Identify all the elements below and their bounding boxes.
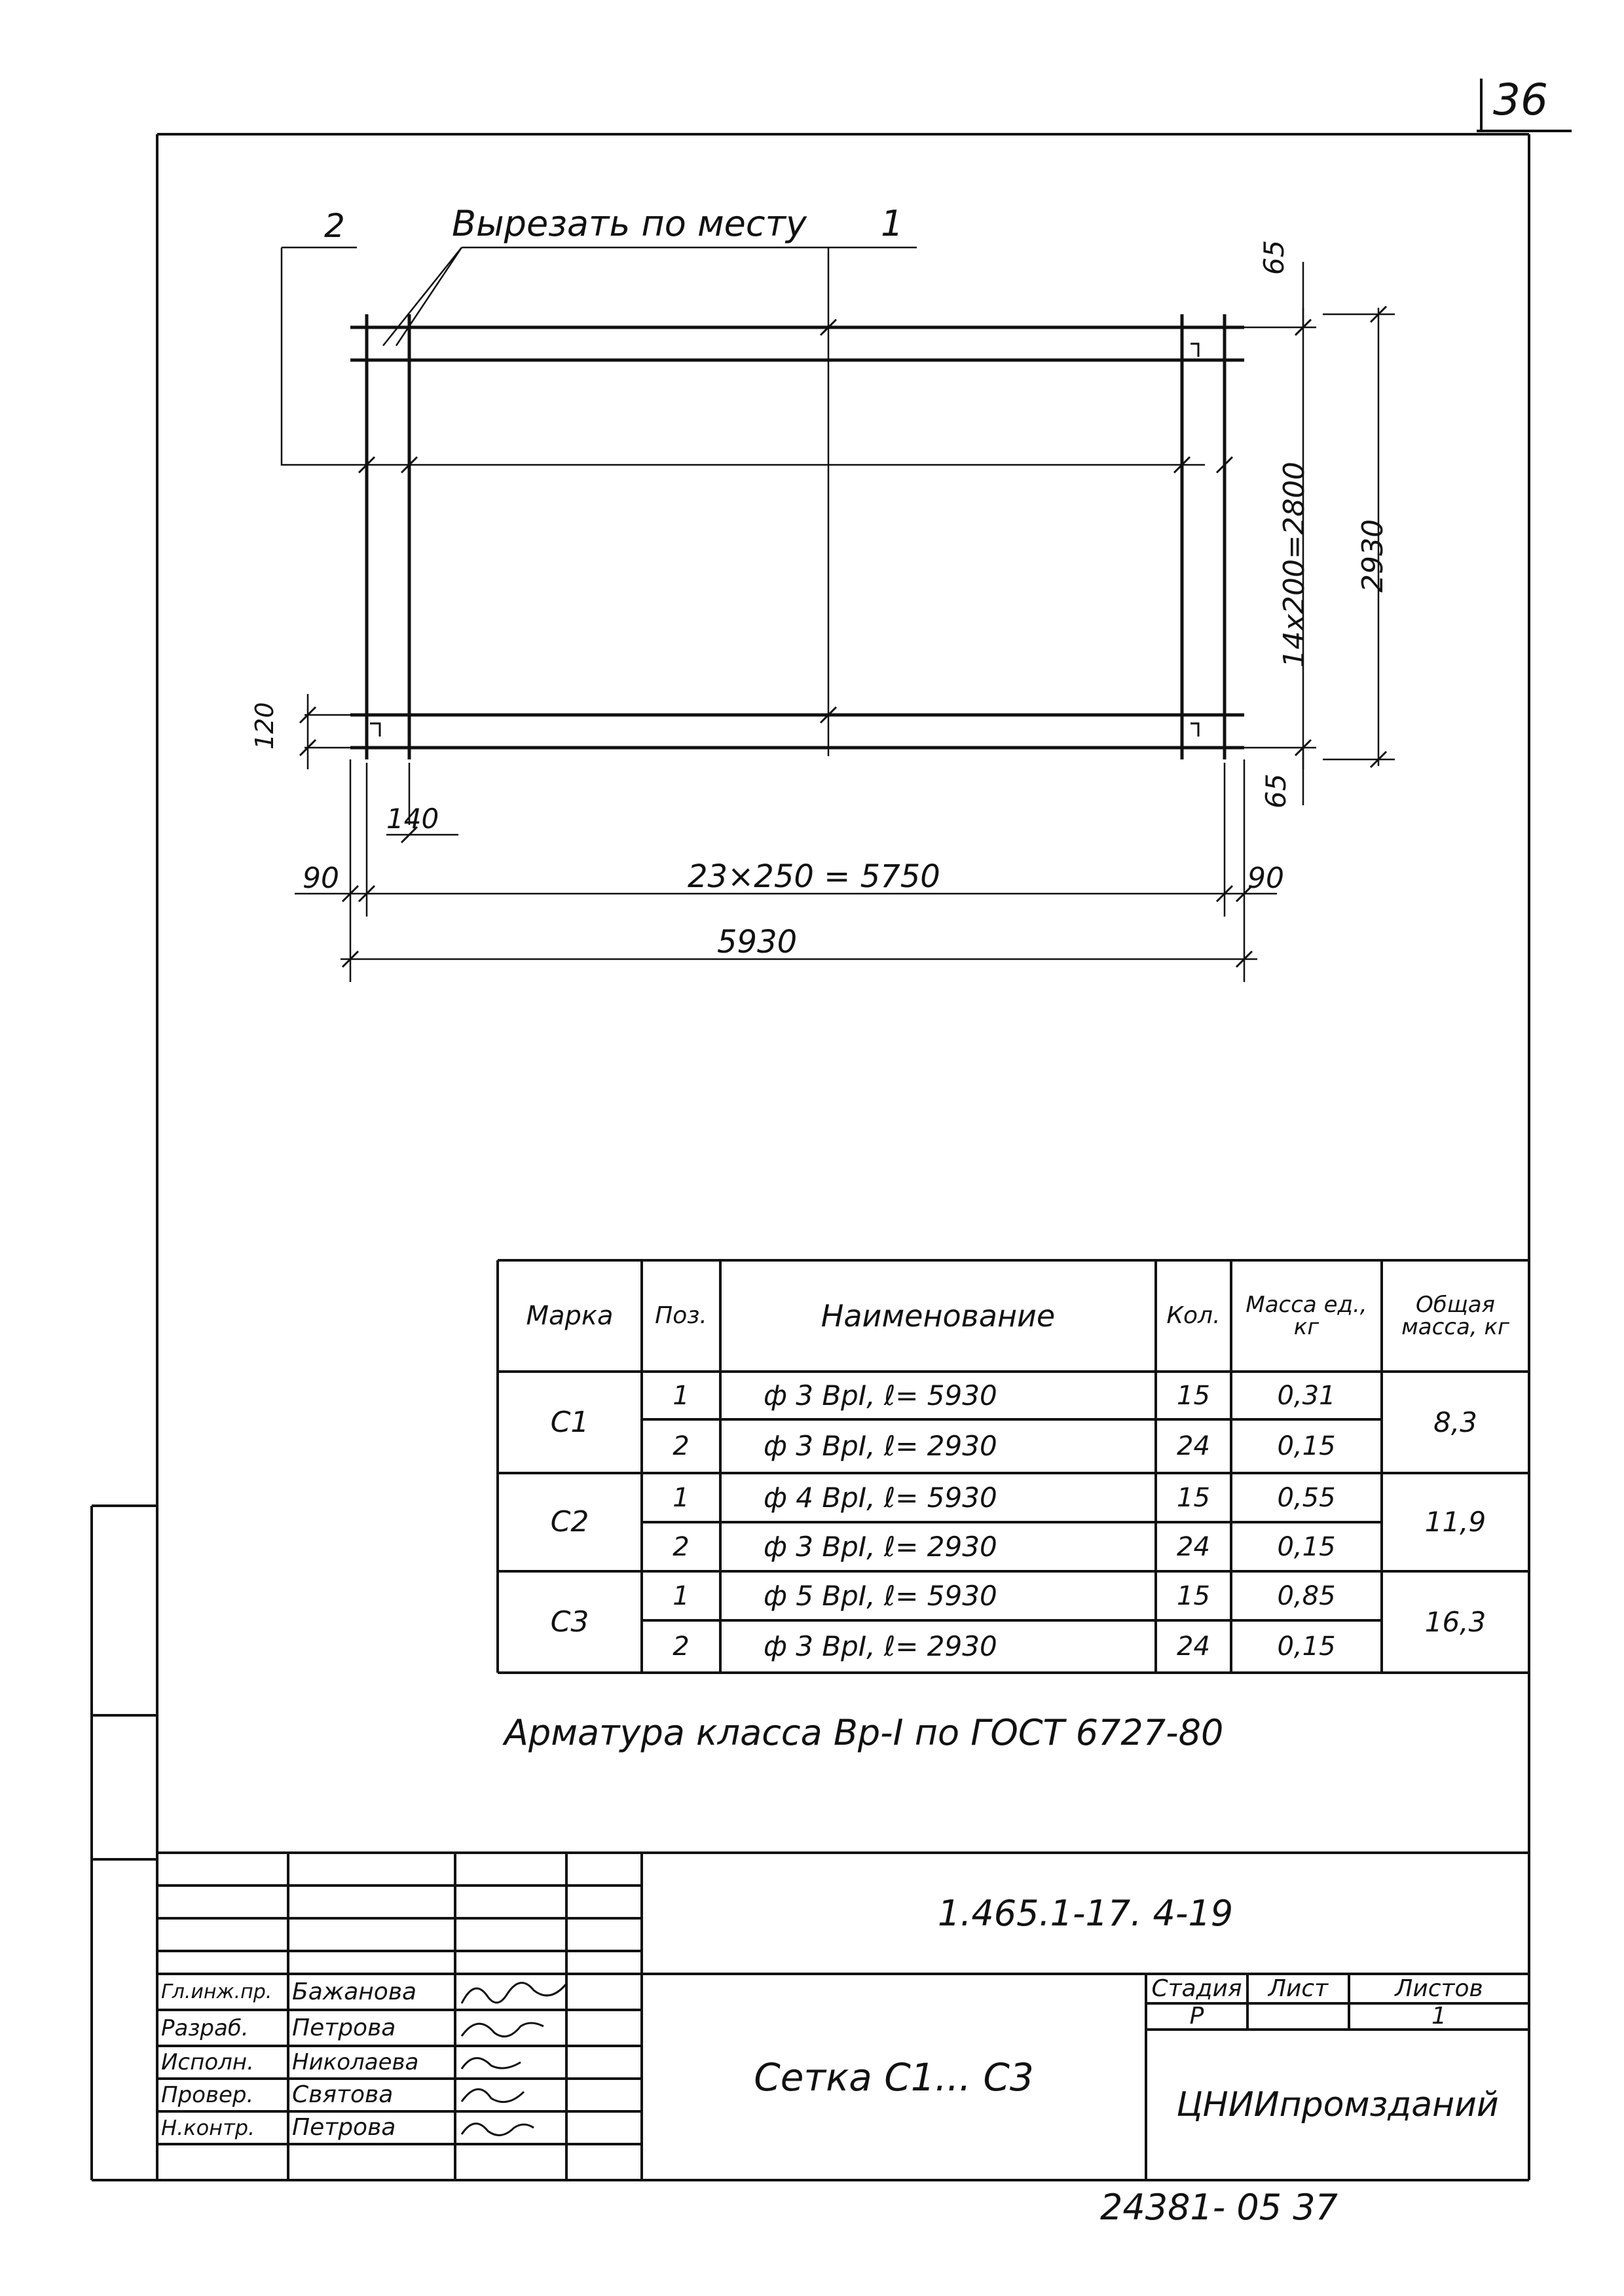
row-name: ф 3 ВрI, ℓ= 5930 xyxy=(764,1379,997,1412)
header-name: Наименование xyxy=(821,1298,1056,1334)
stage-label: Стадия xyxy=(1151,1975,1242,2002)
dim-65-bottom: 65 xyxy=(1260,773,1292,809)
role-name: Николаева xyxy=(292,2049,419,2075)
row-mass: 0,85 xyxy=(1277,1580,1336,1611)
row-pos: 2 xyxy=(673,1531,690,1562)
dim-total-length: 5930 xyxy=(717,924,798,960)
row-name: ф 5 ВрI, ℓ= 5930 xyxy=(764,1579,997,1612)
bottom-document-code: 24381- 05 37 xyxy=(1100,2187,1338,2228)
row-name: ф 3 ВрI, ℓ= 2930 xyxy=(764,1630,997,1662)
row-name: ф 3 ВрI, ℓ= 2930 xyxy=(764,1430,997,1462)
role-label: Гл.инж.пр. xyxy=(161,1980,272,2003)
callout-position-2: 2 xyxy=(324,207,345,245)
signature-2 xyxy=(462,2023,544,2037)
callout-position-1: 1 xyxy=(881,203,904,244)
row-pos: 1 xyxy=(673,1482,690,1513)
drawing-title: Сетка С1... С3 xyxy=(754,2054,1034,2100)
dim-120: 120 xyxy=(250,702,279,750)
role-label: Провер. xyxy=(161,2082,254,2108)
group-total-mass: 11,9 xyxy=(1424,1506,1486,1538)
header-qty: Кол. xyxy=(1166,1302,1221,1329)
dim-spacing-vertical: 14x200=2800 xyxy=(1278,462,1311,668)
role-name: Святова xyxy=(292,2081,394,2108)
row-qty: 15 xyxy=(1177,1482,1210,1513)
dim-90-left: 90 xyxy=(303,862,339,895)
row-mass: 0,15 xyxy=(1277,1531,1336,1562)
document-code: 1.465.1-17. 4-19 xyxy=(937,1892,1234,1934)
role-label: Н.контр. xyxy=(161,2115,255,2140)
row-name: ф 3 ВрI, ℓ= 2930 xyxy=(764,1530,997,1563)
row-pos: 1 xyxy=(673,1380,690,1411)
row-qty: 15 xyxy=(1177,1380,1210,1411)
signature-4 xyxy=(462,2089,524,2102)
group-mark: С3 xyxy=(550,1605,589,1639)
dim-90-right: 90 xyxy=(1247,862,1284,895)
role-name: Бажанова xyxy=(292,1978,417,2005)
sheets-value: 1 xyxy=(1431,2003,1447,2030)
stage-value: Р xyxy=(1189,2003,1204,2030)
header-unit-mass: Масса ед., кг xyxy=(1246,1292,1367,1340)
row-qty: 15 xyxy=(1177,1580,1210,1611)
organization-name: ЦНИИпромзданий xyxy=(1176,2085,1499,2124)
header-mark: Марка xyxy=(526,1301,614,1331)
role-name: Петрова xyxy=(292,2114,396,2141)
group-total-mass: 8,3 xyxy=(1433,1406,1477,1438)
signature-5 xyxy=(462,2124,534,2136)
row-pos: 2 xyxy=(673,1631,690,1662)
role-name: Петрова xyxy=(292,2014,396,2041)
reinforcement-note: Арматура класса Вр-I по ГОСТ 6727-80 xyxy=(504,1712,1224,1753)
row-qty: 24 xyxy=(1177,1631,1210,1662)
role-label: Исполн. xyxy=(161,2049,254,2075)
group-total-mass: 16,3 xyxy=(1424,1605,1486,1638)
row-pos: 2 xyxy=(673,1431,690,1461)
page-number: 36 xyxy=(1493,75,1548,125)
role-label: Разраб. xyxy=(161,2014,249,2041)
group-mark: С1 xyxy=(550,1405,589,1439)
sheets-label: Листов xyxy=(1395,1975,1483,2002)
header-pos: Поз. xyxy=(655,1302,707,1329)
row-qty: 24 xyxy=(1177,1531,1210,1562)
callout-cut-text: Вырезать по месту xyxy=(452,203,807,244)
row-qty: 24 xyxy=(1177,1431,1210,1461)
dim-inner-length: 23×250 = 5750 xyxy=(688,858,940,895)
row-mass: 0,15 xyxy=(1277,1431,1336,1461)
dim-140: 140 xyxy=(386,803,439,835)
signature-1 xyxy=(462,1983,566,2003)
row-mass: 0,55 xyxy=(1277,1482,1336,1513)
dim-total-height: 2930 xyxy=(1356,519,1390,592)
group-mark: С2 xyxy=(550,1505,589,1539)
header-total-mass: Общая масса, кг xyxy=(1401,1292,1509,1340)
row-mass: 0,31 xyxy=(1277,1380,1336,1411)
row-mass: 0,15 xyxy=(1277,1631,1336,1662)
sheet-label: Лист xyxy=(1268,1975,1329,2002)
row-pos: 1 xyxy=(673,1580,690,1611)
dim-65-top: 65 xyxy=(1258,240,1290,275)
signature-3 xyxy=(462,2058,521,2069)
row-name: ф 4 ВрI, ℓ= 5930 xyxy=(764,1481,997,1514)
